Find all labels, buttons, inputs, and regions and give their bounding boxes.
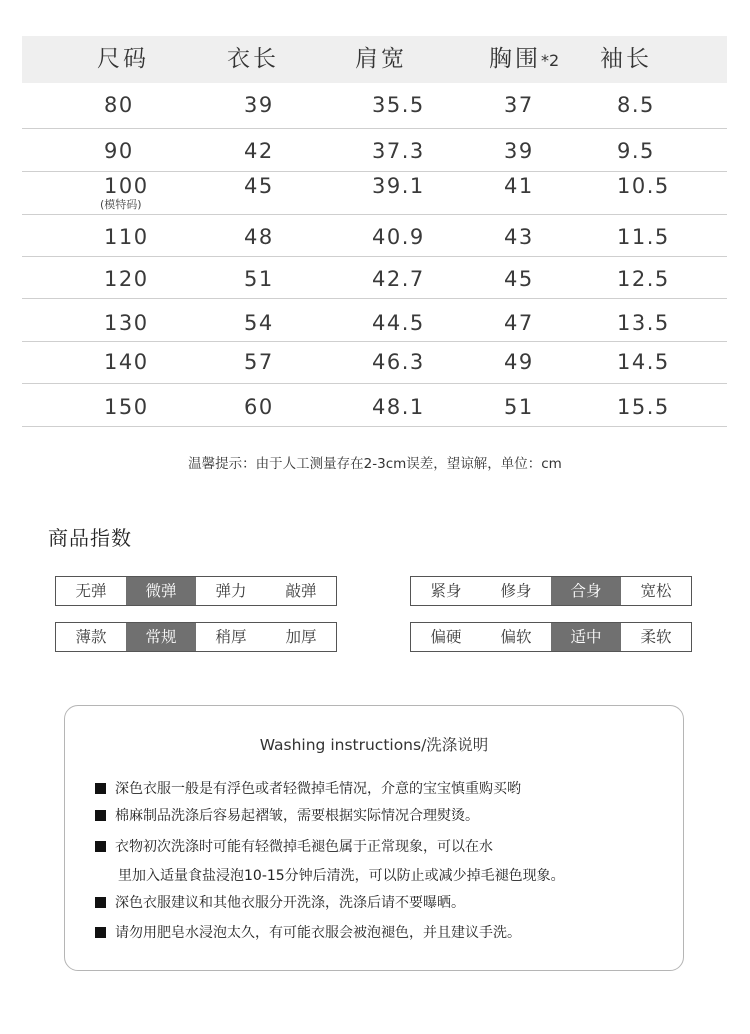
- square-bullet-icon: [95, 841, 106, 852]
- model-size-note: (模特码): [100, 198, 142, 211]
- square-bullet-icon: [95, 897, 106, 908]
- washing-item-text: 衣物初次洗涤时可能有轻微掉毛褪色属于正常现象，可以在水: [115, 839, 493, 855]
- size-row: [22, 172, 727, 215]
- cell-chest: 41: [504, 174, 534, 198]
- cell-length: 48: [244, 225, 274, 249]
- size-row: [22, 299, 727, 342]
- thickness-option: 薄款: [75, 628, 107, 646]
- header-shoulder: 肩宽: [355, 46, 407, 72]
- header-sleeve: 袖长: [600, 46, 652, 72]
- cell-length: 45: [244, 174, 274, 198]
- header-length: 衣长: [227, 46, 279, 72]
- cell-length: 57: [244, 350, 274, 374]
- cell-shoulder: 37.3: [372, 139, 425, 163]
- square-bullet-icon: [95, 927, 106, 938]
- square-bullet-icon: [95, 810, 106, 821]
- header-size: 尺码: [97, 46, 149, 72]
- cell-shoulder: 44.5: [372, 311, 425, 335]
- fit-option: 合身: [551, 577, 621, 605]
- washing-title: Washing instructions/洗涤说明: [259, 736, 489, 754]
- washing-item: [95, 836, 493, 856]
- size-row: [22, 384, 727, 427]
- fit-scale: [410, 576, 692, 606]
- size-row: [22, 215, 727, 257]
- size-row: [22, 129, 727, 172]
- cell-size: 110: [104, 225, 149, 249]
- fit-option: 紧身: [430, 582, 462, 600]
- thickness-option: 稍厚: [215, 628, 247, 646]
- cell-length: 60: [244, 395, 274, 419]
- thickness-option: 常规: [126, 623, 196, 651]
- cell-sleeve: 10.5: [617, 174, 670, 198]
- softness-option: 偏硬: [430, 628, 462, 646]
- cell-length: 51: [244, 267, 274, 291]
- cell-size: 100: [104, 174, 149, 198]
- cell-chest: 43: [504, 225, 534, 249]
- cell-chest: 39: [504, 139, 534, 163]
- washing-item: [95, 805, 479, 825]
- size-row: [22, 342, 727, 384]
- elasticity-option: 微弹: [126, 577, 196, 605]
- cell-shoulder: 40.9: [372, 225, 425, 249]
- washing-item: [95, 892, 465, 912]
- elasticity-option: 弹力: [215, 582, 247, 600]
- washing-item: [95, 922, 521, 942]
- cell-size: 150: [104, 395, 149, 419]
- cell-chest: 45: [504, 267, 534, 291]
- cell-chest: 51: [504, 395, 534, 419]
- thickness-option: 加厚: [285, 628, 317, 646]
- thickness-scale: [55, 622, 337, 652]
- size-table-body: [22, 83, 727, 427]
- fit-option: 宽松: [640, 582, 672, 600]
- softness-scale: [410, 622, 692, 652]
- softness-option: 偏软: [500, 628, 532, 646]
- cell-size: 120: [104, 267, 149, 291]
- cell-size: 130: [104, 311, 149, 335]
- cell-shoulder: 35.5: [372, 93, 425, 117]
- washing-item-text: 请勿用肥皂水浸泡太久，有可能衣服会被泡褪色，并且建议手洗。: [115, 925, 521, 941]
- cell-shoulder: 42.7: [372, 267, 425, 291]
- washing-item-text: 深色衣服建议和其他衣服分开洗涤，洗涤后请不要曝晒。: [115, 895, 465, 911]
- cell-length: 54: [244, 311, 274, 335]
- cell-chest: 49: [504, 350, 534, 374]
- washing-instructions-box: [64, 705, 684, 971]
- header-chest: [489, 36, 559, 83]
- cell-chest: 37: [504, 93, 534, 117]
- cell-shoulder: 48.1: [372, 395, 425, 419]
- cell-chest: 47: [504, 311, 534, 335]
- fit-option: 修身: [500, 582, 532, 600]
- cell-sleeve: 9.5: [617, 139, 655, 163]
- cell-sleeve: 14.5: [617, 350, 670, 374]
- cell-sleeve: 15.5: [617, 395, 670, 419]
- softness-option: 柔软: [640, 628, 672, 646]
- header-chest-suffix: *2: [541, 51, 560, 70]
- product-index-title: 商品指数: [48, 526, 132, 550]
- washing-item: [95, 778, 521, 798]
- cell-size: 80: [104, 93, 134, 117]
- cell-sleeve: 11.5: [617, 225, 670, 249]
- softness-option: 适中: [551, 623, 621, 651]
- size-table-header: [22, 36, 727, 83]
- size-row: [22, 83, 727, 129]
- elasticity-option: 无弹: [75, 582, 107, 600]
- cell-sleeve: 8.5: [617, 93, 655, 117]
- cell-sleeve: 12.5: [617, 267, 670, 291]
- cell-shoulder: 46.3: [372, 350, 425, 374]
- washing-item-continuation: 里加入适量食盐浸泡10-15分钟后清洗，可以防止或减少掉毛褪色现象。: [118, 868, 565, 884]
- cell-sleeve: 13.5: [617, 311, 670, 335]
- cell-length: 39: [244, 93, 274, 117]
- size-row: [22, 257, 727, 299]
- cell-size: 140: [104, 350, 149, 374]
- elasticity-scale: [55, 576, 337, 606]
- square-bullet-icon: [95, 783, 106, 794]
- washing-item-text: 棉麻制品洗涤后容易起褶皱，需要根据实际情况合理熨烫。: [115, 808, 479, 824]
- cell-size: 90: [104, 139, 134, 163]
- washing-item-text: 深色衣服一般是有浮色或者轻微掉毛情况，介意的宝宝慎重购买哟: [115, 781, 521, 797]
- header-chest-label: 胸围: [489, 46, 541, 72]
- cell-length: 42: [244, 139, 274, 163]
- elasticity-option: 敲弹: [285, 582, 317, 600]
- size-table: [22, 36, 727, 427]
- cell-shoulder: 39.1: [372, 174, 425, 198]
- measurement-tip: 温馨提示：由于人工测量存在2-3cm误差，望谅解，单位：cm: [188, 456, 562, 472]
